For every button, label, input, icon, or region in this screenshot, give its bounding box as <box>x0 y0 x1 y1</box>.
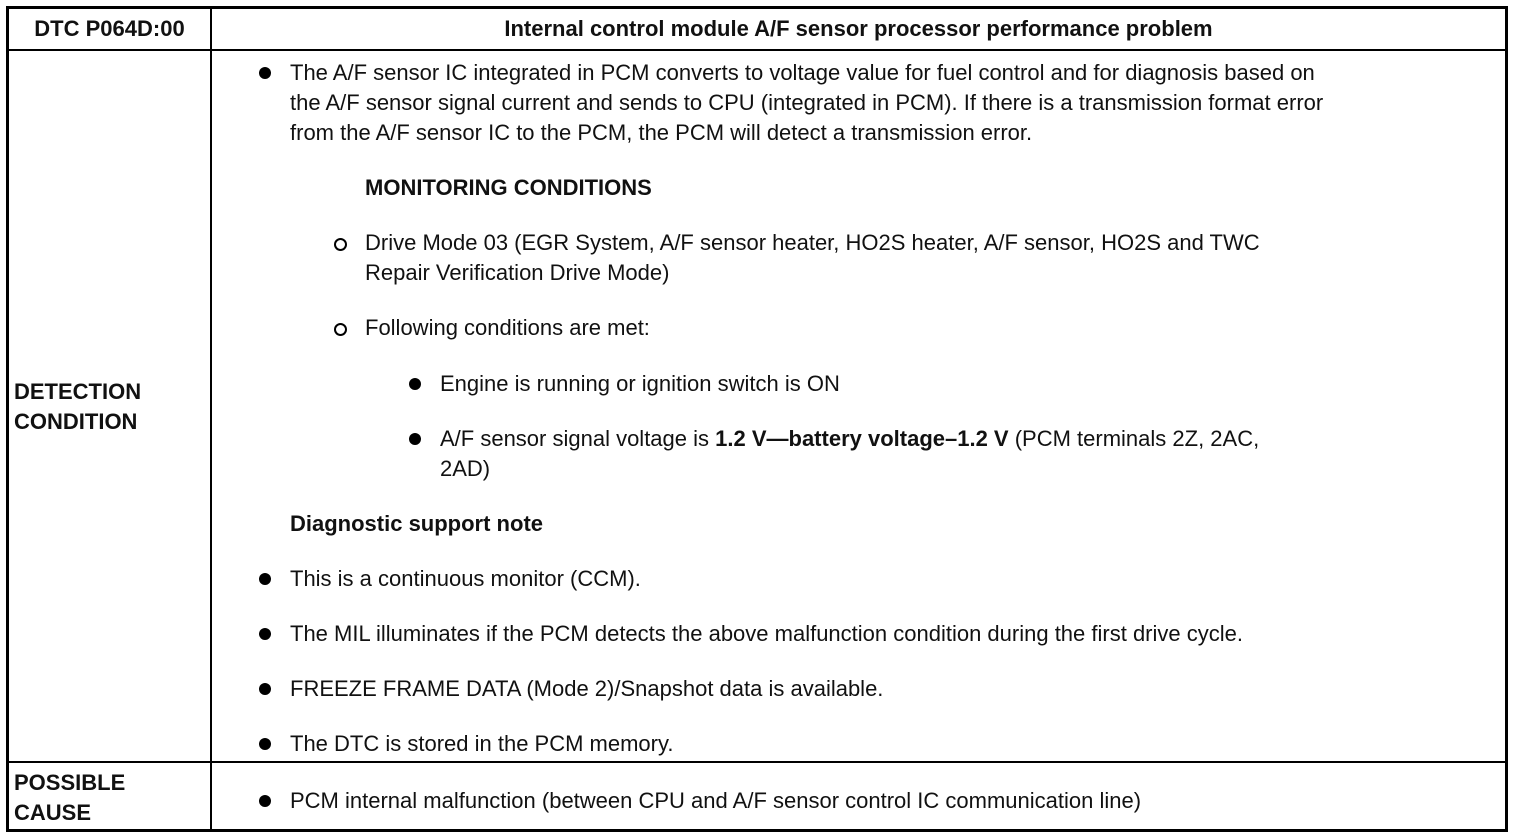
intro-line: The A/F sensor IC integrated in PCM converts to voltage value for fuel control and for diagnosis based on <box>290 60 1315 85</box>
bullet-icon <box>259 683 271 695</box>
support-note-item: The DTC is stored in the PCM memory. <box>290 731 674 756</box>
open-bullet-icon <box>334 323 347 336</box>
monitoring-conditions-heading: MONITORING CONDITIONS <box>365 175 652 200</box>
bullet-icon <box>259 573 271 585</box>
possible-cause-label: POSSIBLE CAUSE <box>14 770 126 825</box>
header-divider <box>9 49 1505 51</box>
engine-running-condition: Engine is running or ignition switch is ON <box>440 371 840 396</box>
support-note-item: The MIL illuminates if the PCM detects the above malfunction condition during the first drive cycle. <box>290 621 1243 646</box>
drive-mode-line: Repair Verification Drive Mode) <box>365 260 670 285</box>
voltage-range: 1.2 V—battery voltage–1.2 V <box>715 426 1009 451</box>
intro-line: the A/F sensor signal current and sends to CPU (integrated in PCM). If there is a transmission format error <box>290 90 1324 115</box>
bullet-icon <box>409 433 421 445</box>
support-note-item: This is a continuous monitor (CCM). <box>290 566 641 591</box>
open-bullet-icon <box>334 238 347 251</box>
dtc-code: DTC P064D:00 <box>34 16 185 41</box>
bullet-icon <box>259 67 271 79</box>
dtc-title: Internal control module A/F sensor processor performance problem <box>504 16 1213 41</box>
detection-condition-label: DETECTION CONDITION <box>14 379 142 434</box>
support-note-item: FREEZE FRAME DATA (Mode 2)/Snapshot data is available. <box>290 676 884 701</box>
possible-cause-item: PCM internal malfunction (between CPU and A/F sensor control IC communication line) <box>290 788 1142 813</box>
column-divider <box>210 9 212 829</box>
intro-line: from the A/F sensor IC to the PCM, the PCM will detect a transmission error. <box>290 120 1033 145</box>
bullet-icon <box>409 378 421 390</box>
bullet-icon <box>259 628 271 640</box>
following-conditions: Following conditions are met: <box>365 315 650 340</box>
bullet-icon <box>259 738 271 750</box>
af-signal-condition-cont: 2AD) <box>440 456 491 481</box>
dtc-table <box>6 6 1508 832</box>
row-divider <box>9 761 1505 763</box>
diagnostic-support-heading: Diagnostic support note <box>290 511 543 536</box>
drive-mode-line: Drive Mode 03 (EGR System, A/F sensor heater, HO2S heater, A/F sensor, HO2S and TWC <box>365 230 1260 255</box>
bullet-icon <box>259 795 271 807</box>
af-signal-condition: A/F sensor signal voltage is 1.2 V—battery voltage–1.2 V (PCM terminals 2Z, 2AC, <box>440 426 1260 451</box>
